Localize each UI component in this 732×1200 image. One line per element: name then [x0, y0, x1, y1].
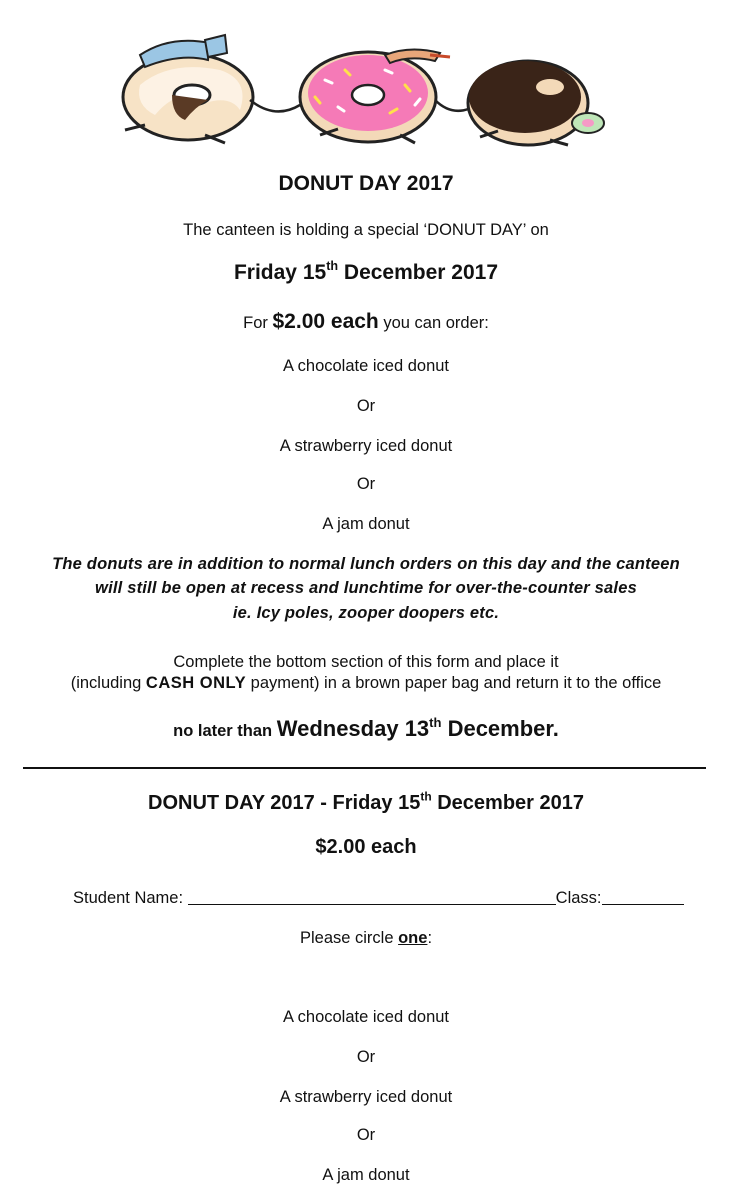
deadline: no later than Wednesday 13th December.	[173, 714, 559, 741]
event-date: Friday 15th December 2017	[233, 259, 499, 284]
option-strawberry: A strawberry iced donut	[279, 437, 453, 455]
strawberry-donut-icon	[300, 49, 450, 143]
page-title: DONUT DAY 2017	[278, 172, 454, 195]
form-option-strawberry[interactable]: A strawberry iced donut	[279, 1088, 453, 1106]
instruction-line: Complete the bottom section of this form and place it	[173, 653, 559, 671]
form-option-chocolate[interactable]: A chocolate iced donut	[282, 1008, 450, 1026]
student-details-row	[73, 889, 713, 908]
circle-instruction: Please circle one:	[299, 929, 433, 947]
class-label: Class:	[555, 889, 602, 907]
form-option-or: Or	[356, 1126, 376, 1144]
note-line: The donuts are in addition to normal lunch orders on this day and the canteen	[52, 555, 680, 573]
option-or: Or	[356, 475, 376, 493]
intro-text: The canteen is holding a special ‘DONUT DAY’ on	[183, 221, 549, 239]
price-line: For $2.00 each you can order:	[243, 310, 489, 333]
option-chocolate: A chocolate iced donut	[282, 357, 450, 375]
student-name-label: Student Name:	[73, 889, 184, 907]
form-option-or: Or	[356, 1048, 376, 1066]
cut-line-divider	[23, 767, 706, 769]
form-heading: DONUT DAY 2017 - Friday 15th December 2017	[148, 789, 584, 814]
note-line: ie. Icy poles, zooper doopers etc.	[232, 604, 500, 622]
donuts-illustration	[110, 25, 620, 150]
chocolate-donut-icon	[468, 61, 604, 145]
student-name-field[interactable]	[188, 890, 556, 905]
note-line: will still be open at recess and lunchtime for over-the-counter sales	[95, 579, 637, 597]
option-or: Or	[356, 397, 376, 415]
plain-donut-icon	[123, 35, 253, 143]
form-price: $2.00 each	[315, 836, 417, 858]
class-field[interactable]	[602, 890, 684, 905]
option-jam: A jam donut	[322, 515, 410, 533]
instruction-line: (including CASH ONLY payment) in a brown paper bag and return it to the office	[70, 674, 662, 692]
form-option-jam[interactable]: A jam donut	[322, 1166, 410, 1184]
